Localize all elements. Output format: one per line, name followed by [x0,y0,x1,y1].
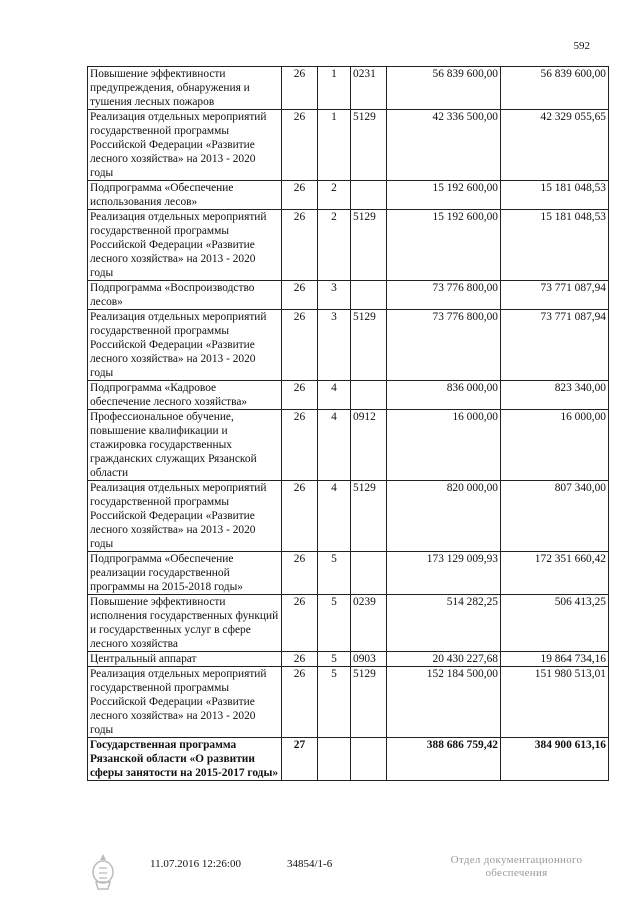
emblem-icon [88,852,118,892]
cell-c: 5129 [351,310,387,381]
table-row [88,667,609,738]
table-row [88,67,609,110]
cell-v1: 152 184 500,00 [387,667,501,738]
cell-a: 26 [282,410,318,481]
cell-v1: 514 282,25 [387,595,501,652]
cell-c: 0239 [351,595,387,652]
cell-b: 5 [318,667,351,738]
cell-b: 4 [318,410,351,481]
footer-department-line2: обеспечения [485,867,548,879]
table-row [88,481,609,552]
cell-c [351,552,387,595]
cell-a: 26 [282,552,318,595]
cell-c: 5129 [351,210,387,281]
cell-name: Подпрограмма «Обеспечение использования лесов» [88,181,282,210]
cell-v2: 15 181 048,53 [501,210,609,281]
footer-department-line1: Отдел документационного [450,854,583,866]
cell-name: Государственная программа Рязанской области «О развитии сферы занятости на 2015-2017 годы» [88,738,282,781]
budget-table-body [88,67,609,781]
cell-b: 2 [318,210,351,281]
cell-b: 5 [318,552,351,595]
table-row [88,210,609,281]
cell-c: 5129 [351,110,387,181]
footer-date: 11.07.2016 12:26:00 [150,858,241,870]
cell-a: 26 [282,595,318,652]
cell-name: Реализация отдельных мероприятий государственной программы Российской Федерации «Развитие лесного хозяйства» на 2013 - 2020 годы [88,210,282,281]
cell-c: 0912 [351,410,387,481]
cell-b: 5 [318,595,351,652]
cell-c [351,181,387,210]
cell-v2: 56 839 600,00 [501,67,609,110]
cell-v2: 384 900 613,16 [501,738,609,781]
footer-department [444,854,589,880]
cell-v2: 807 340,00 [501,481,609,552]
cell-v2: 823 340,00 [501,381,609,410]
cell-v2: 16 000,00 [501,410,609,481]
cell-name: Повышение эффективности предупреждения, обнаружения и тушения лесных пожаров [88,67,282,110]
cell-v1: 56 839 600,00 [387,67,501,110]
table-row [88,595,609,652]
cell-name: Подпрограмма «Кадровое обеспечение лесного хозяйства» [88,381,282,410]
cell-b: 5 [318,652,351,667]
budget-table [87,66,609,781]
cell-v2: 506 413,25 [501,595,609,652]
cell-name: Реализация отдельных мероприятий государственной программы Российской Федерации «Развитие лесного хозяйства» на 2013 - 2020 годы [88,310,282,381]
cell-a: 26 [282,210,318,281]
cell-c: 0903 [351,652,387,667]
cell-name: Профессиональное обучение, повышение квалификации и стажировка государственных гражданских служащих Рязанской области [88,410,282,481]
cell-c [351,381,387,410]
table-row [88,738,609,781]
cell-v1: 15 192 600,00 [387,210,501,281]
table-row [88,310,609,381]
cell-name: Повышение эффективности исполнения государственных функций и государственных услуг в сфере лесного хозяйства [88,595,282,652]
footer-doc-number: 34854/1-6 [287,858,333,870]
cell-a: 26 [282,481,318,552]
cell-v2: 15 181 048,53 [501,181,609,210]
cell-b: 1 [318,110,351,181]
cell-a: 26 [282,281,318,310]
cell-v2: 73 771 087,94 [501,281,609,310]
cell-b: 4 [318,481,351,552]
cell-v1: 42 336 500,00 [387,110,501,181]
cell-c [351,738,387,781]
cell-v2: 172 351 660,42 [501,552,609,595]
cell-v2: 42 329 055,65 [501,110,609,181]
cell-b: 4 [318,381,351,410]
cell-a: 26 [282,110,318,181]
cell-name: Реализация отдельных мероприятий государственной программы Российской Федерации «Развитие лесного хозяйства» на 2013 - 2020 годы [88,481,282,552]
table-row [88,410,609,481]
page-number: 592 [573,40,590,52]
cell-name: Подпрограмма «Воспроизводство лесов» [88,281,282,310]
cell-v2: 73 771 087,94 [501,310,609,381]
cell-a: 27 [282,738,318,781]
cell-name: Подпрограмма «Обеспечение реализации государственной программы на 2015-2018 годы» [88,552,282,595]
cell-a: 26 [282,667,318,738]
cell-a: 26 [282,310,318,381]
cell-v1: 173 129 009,93 [387,552,501,595]
cell-v2: 19 864 734,16 [501,652,609,667]
cell-v1: 20 430 227,68 [387,652,501,667]
cell-name: Реализация отдельных мероприятий государственной программы Российской Федерации «Развитие лесного хозяйства» на 2013 - 2020 годы [88,667,282,738]
cell-name: Реализация отдельных мероприятий государственной программы Российской Федерации «Развитие лесного хозяйства» на 2013 - 2020 годы [88,110,282,181]
table-row [88,552,609,595]
cell-v1: 836 000,00 [387,381,501,410]
table-row [88,652,609,667]
cell-v1: 73 776 800,00 [387,281,501,310]
cell-a: 26 [282,67,318,110]
cell-v1: 15 192 600,00 [387,181,501,210]
cell-c: 5129 [351,667,387,738]
cell-c: 5129 [351,481,387,552]
cell-c: 0231 [351,67,387,110]
cell-v1: 73 776 800,00 [387,310,501,381]
cell-v1: 820 000,00 [387,481,501,552]
cell-v1: 16 000,00 [387,410,501,481]
table-row [88,181,609,210]
cell-name: Центральный аппарат [88,652,282,667]
cell-c [351,281,387,310]
cell-a: 26 [282,181,318,210]
cell-v1: 388 686 759,42 [387,738,501,781]
table-row [88,381,609,410]
cell-b: 1 [318,67,351,110]
table-row [88,110,609,181]
cell-a: 26 [282,652,318,667]
cell-b: 3 [318,281,351,310]
cell-b: 2 [318,181,351,210]
cell-a: 26 [282,381,318,410]
cell-b [318,738,351,781]
cell-v2: 151 980 513,01 [501,667,609,738]
table-row [88,281,609,310]
cell-b: 3 [318,310,351,381]
